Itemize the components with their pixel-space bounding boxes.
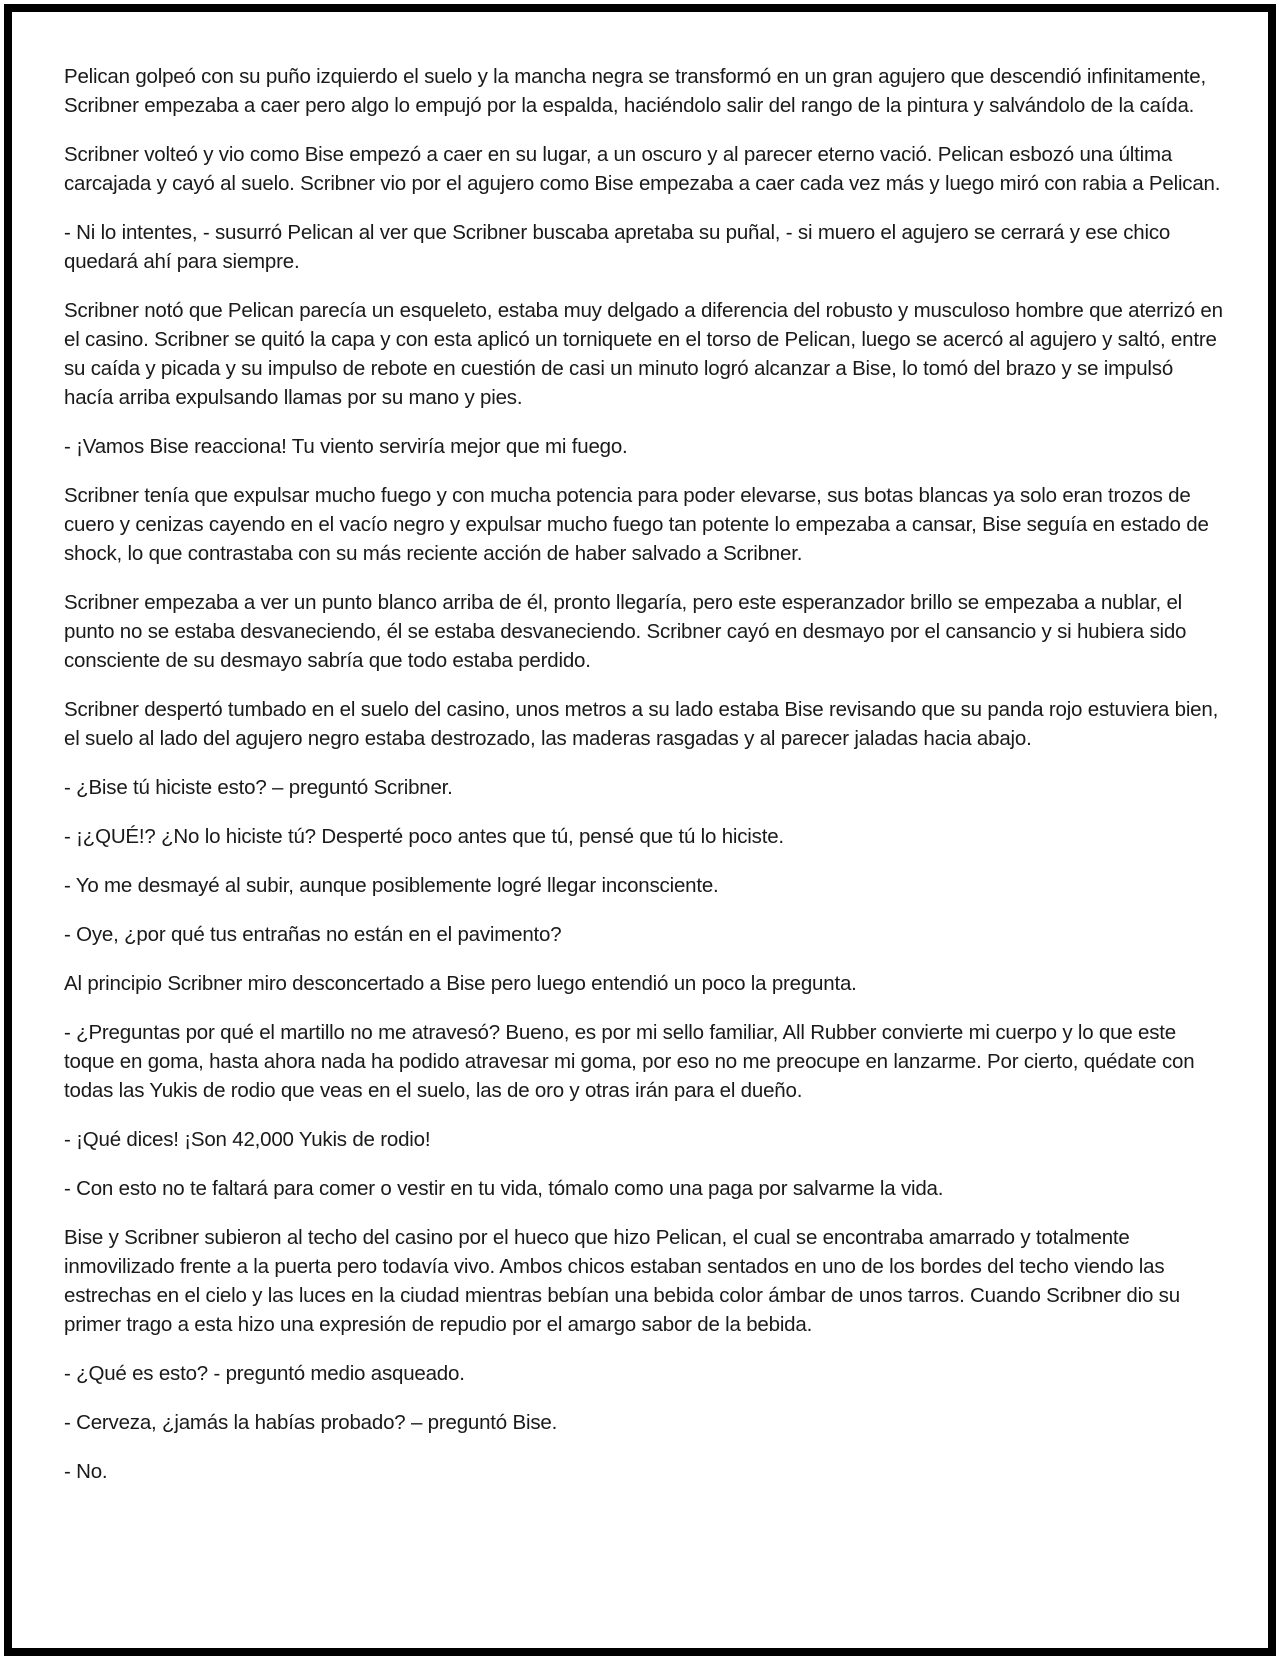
page-border [4,4,1276,1656]
paragraph: Pelican golpeó con su puño izquierdo el suelo y la mancha negra se transformó en un gran agujero que descendió infinitamente, Scribner empezaba a caer pero algo lo empujó por la espalda, haciéndolo salir del rango de la pintura y salvándolo de la caída. [64,65,1206,117]
paragraph: Scribner despertó tumbado en el suelo del casino, unos metros a su lado estaba Bise revisando que su panda rojo estuviera bien, el suelo al lado del agujero negro estaba destrozado, las maderas rasgadas y al parecer jaladas hacia abajo. [64,698,1219,750]
paragraph: - ¡Qué dices! ¡Son 42,000 Yukis de rodio! [64,1128,431,1151]
paragraph: - Oye, ¿por qué tus entrañas no están en el pavimento? [64,923,562,946]
paragraph: - Con esto no te faltará para comer o vestir en tu vida, tómalo como una paga por salvarme la vida. [64,1177,944,1200]
paragraph: Scribner volteó y vio como Bise empezó a caer en su lugar, a un oscuro y al parecer eterno vació. Pelican esbozó una última carcajada y cayó al suelo. Scribner vio por el agujero como Bise empezaba a caer cada vez más y luego miró con rabia a Pelican. [64,143,1221,195]
paragraph: - Yo me desmayé al subir, aunque posiblemente logré llegar inconsciente. [64,874,719,897]
paragraph: - ¿Qué es esto? - preguntó medio asqueado. [64,1362,465,1385]
paragraph: - ¡Vamos Bise reacciona! Tu viento serviría mejor que mi fuego. [64,435,628,458]
paragraph: - ¿Preguntas por qué el martillo no me atravesó? Bueno, es por mi sello familiar, All Rubber convierte mi cuerpo y lo que este toque en goma, hasta ahora nada ha podido atravesar mi goma, por eso no me preocupe en lanzarme. Por cierto, quédate con todas las Yukis de rodio que veas en el suelo, las de oro y otras irán para el dueño. [64,1021,1195,1102]
paragraph: Scribner tenía que expulsar mucho fuego y con mucha potencia para poder elevarse, sus botas blancas ya solo eran trozos de cuero y cenizas cayendo en el vacío negro y expulsar mucho fuego tan potente lo empezaba a cansar, Bise seguía en estado de shock, lo que contrastaba con su más reciente acción de haber salvado a Scribner. [64,484,1209,565]
document-body [64,62,1224,1506]
paragraph: Scribner empezaba a ver un punto blanco arriba de él, pronto llegaría, pero este esperanzador brillo se empezaba a nublar, el punto no se estaba desvaneciendo, él se estaba desvaneciendo. Scribner cayó en desmayo por el cansancio y si hubiera sido consciente de su desmayo sabría que todo estaba perdido. [64,591,1187,672]
paragraph: - Ni lo intentes, - susurró Pelican al ver que Scribner buscaba apretaba su puñal, - si muero el agujero se cerrará y ese chico quedará ahí para siempre. [64,221,1171,273]
paragraph: Bise y Scribner subieron al techo del casino por el hueco que hizo Pelican, el cual se encontraba amarrado y totalmente inmovilizado frente a la puerta pero todavía vivo. Ambos chicos estaban sentados en uno de los bordes del techo viendo las estrechas en el cielo y las luces en la ciudad mientras bebían una bebida color ámbar de unos tarros. Cuando Scribner dio su primer trago a esta hizo una expresión de repudio por el amargo sabor de la bebida. [64,1226,1180,1336]
paragraph: - Cerveza, ¿jamás la habías probado? – preguntó Bise. [64,1411,558,1434]
paragraph: - No. [64,1460,108,1483]
paragraph: Al principio Scribner miro desconcertado a Bise pero luego entendió un poco la pregunta. [64,972,857,995]
paragraph: - ¡¿QUÉ!? ¿No lo hiciste tú? Desperté poco antes que tú, pensé que tú lo hiciste. [64,825,784,848]
paragraph: Scribner notó que Pelican parecía un esqueleto, estaba muy delgado a diferencia del robusto y musculoso hombre que aterrizó en el casino. Scribner se quitó la capa y con esta aplicó un torniquete en el torso de Pelican, luego se acercó al agujero y saltó, entre su caída y picada y su impulso de rebote en cuestión de casi un minuto logró alcanzar a Bise, lo tomó del brazo y se impulsó hacía arriba expulsando llamas por su mano y pies. [64,299,1223,409]
paragraph: - ¿Bise tú hiciste esto? – preguntó Scribner. [64,776,453,799]
